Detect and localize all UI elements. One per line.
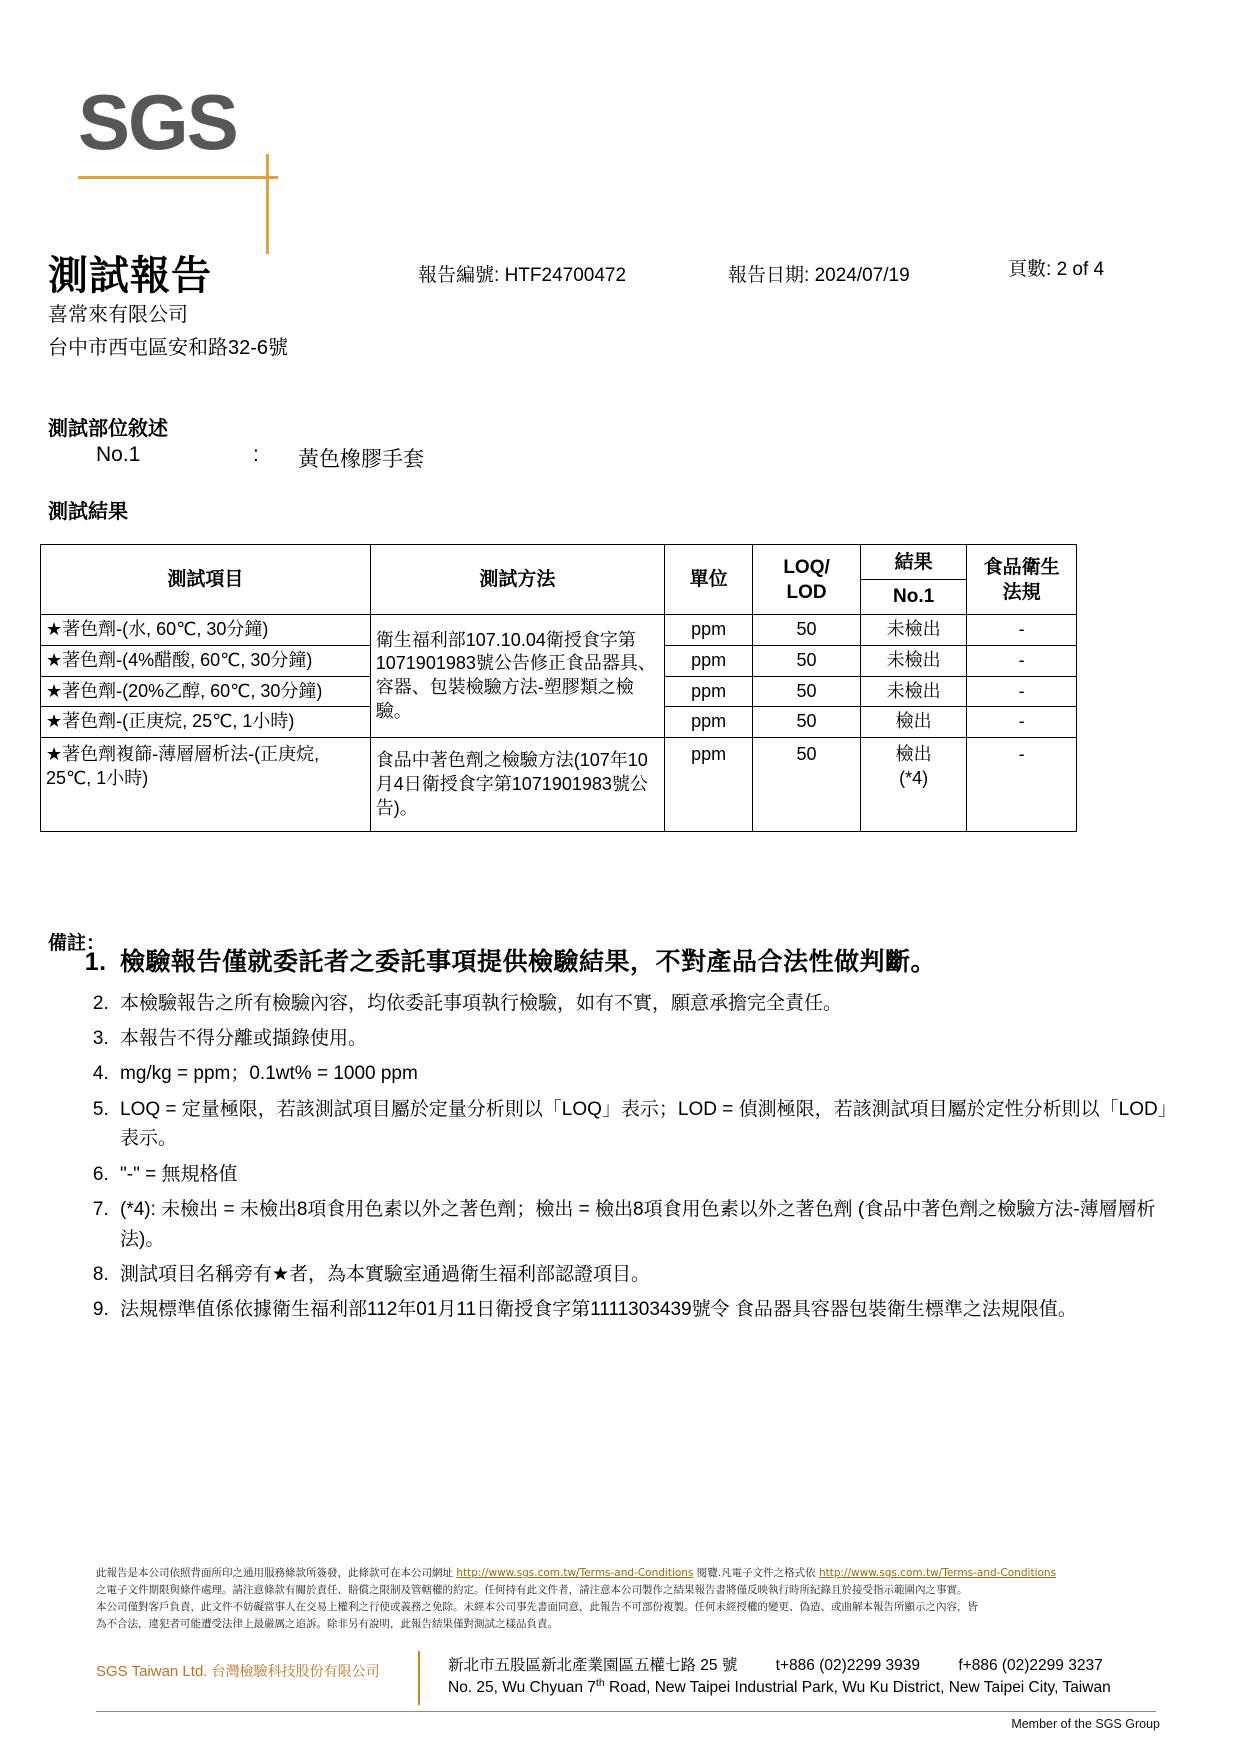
footer-company-cn: 台灣檢驗科技股份有限公司	[211, 1663, 380, 1679]
col-header-food-regulation-line2: 法規	[1002, 581, 1041, 603]
cell-test-item: ★著色劑-(正庚烷, 25℃, 1小時)	[41, 707, 371, 738]
cell-test-item: ★著色劑複篩-薄層層析法-(正庚烷, 25℃, 1小時)	[41, 738, 371, 832]
cell-result: 未檢出	[860, 645, 967, 676]
cell-unit: ppm	[665, 645, 753, 676]
table-row	[41, 615, 1077, 646]
logo-vertical-bar-icon	[266, 154, 269, 254]
cell-result: 未檢出	[860, 676, 967, 707]
page-count-value: 2 of 4	[1056, 259, 1105, 280]
report-header	[48, 248, 1198, 299]
cell-result-value: 檢出	[895, 744, 932, 765]
cell-unit: ppm	[665, 676, 753, 707]
footer-fax: f+886 (02)2299 3237	[958, 1657, 1103, 1674]
footer-telephone: t+886 (02)2299 3939	[775, 1657, 921, 1674]
cell-result	[860, 738, 967, 832]
cell-unit: ppm	[665, 615, 753, 646]
cell-unit: ppm	[665, 738, 753, 832]
report-date-value: 2024/07/19	[814, 265, 910, 286]
cell-loq: 50	[753, 676, 861, 707]
page-count	[1008, 254, 1104, 281]
footer-member-text: Member of the SGS Group	[1011, 1717, 1160, 1731]
results-table	[40, 544, 1077, 832]
terms-and-conditions-link-2[interactable]: http://www.sgs.com.tw/Terms-and-Conditions	[818, 1567, 1057, 1579]
page-title: 測試報告	[48, 253, 212, 299]
cell-result: 未檢出	[860, 615, 967, 646]
client-address: 台中市西屯區安和路32-6號	[48, 337, 289, 359]
footer-terms-line3: 本公司僅對客戶負責，此文件不妨礙當事人在交易上權利之行使或義務之免除。未經本公司事先書面同意，此報告不可部份複製。任何未經授權的變更、偽造、或曲解本報告所顯示之內容，皆	[96, 1601, 978, 1613]
footer-terms-line4: 為不合法，違犯者可能遭受法律上最嚴厲之追訴。除非另有說明，此報告結果僅對測試之樣品負責。	[96, 1618, 558, 1630]
list-item: 5. LOQ = 定量極限，若該測試項目屬於定量分析則以「LOQ」表示；LOD = 偵測極限，若該測試項目屬於定性分析則以「LOD」表示。	[114, 1095, 1182, 1154]
list-item: 8. 測試項目名稱旁有★者，為本實驗室通過衛生福利部認證項目。	[114, 1260, 1182, 1289]
sample-section-title: 測試部位敘述	[48, 418, 168, 440]
cell-test-item: ★著色劑-(水, 60℃, 30分鐘)	[41, 615, 371, 646]
cell-test-item: ★著色劑-(4%醋酸, 60℃, 30分鐘)	[41, 645, 371, 676]
report-number-value: HTF24700472	[504, 265, 627, 286]
logo-horizontal-bar-icon	[78, 176, 278, 179]
col-header-result-sample: No.1	[893, 586, 935, 608]
cell-regulation: -	[967, 676, 1077, 707]
footer-address-en-row	[448, 1677, 1111, 1697]
list-item: 2. 本檢驗報告之所有檢驗內容，均依委託事項執行檢驗，如有不實，願意承擔完全責任。	[114, 989, 1182, 1018]
page-count-label: 頁數:	[1008, 259, 1052, 280]
list-item: 4. mg/kg = ppm；0.1wt% = 1000 ppm	[114, 1059, 1182, 1088]
cell-regulation: -	[967, 645, 1077, 676]
col-header-loq-lod	[753, 545, 861, 615]
cell-unit: ppm	[665, 707, 753, 738]
cell-test-method: 食品中著色劑之檢驗方法(107年10月4日衛授食字第1071901983號公告)。	[370, 738, 664, 832]
report-date	[728, 260, 910, 287]
notes-title: 備註：	[48, 933, 106, 954]
cell-result: 檢出	[860, 707, 967, 738]
table-header-row	[41, 545, 1077, 615]
cell-test-method: 衛生福利部107.10.04衛授食字第1071901983號公告修正食品器具、容器、包裝檢驗方法-塑膠類之檢驗。	[370, 615, 664, 738]
report-number-label: 報告編號:	[418, 265, 500, 286]
notes-list	[72, 946, 1182, 1331]
footer-address-en-pre: No. 25, Wu Chyuan 7	[448, 1679, 596, 1697]
report-date-label: 報告日期:	[728, 265, 810, 286]
sample-description: 黃色橡膠手套	[298, 448, 424, 471]
cell-loq: 50	[753, 645, 861, 676]
cell-regulation: -	[967, 615, 1077, 646]
report-number	[418, 260, 626, 287]
results-section-title: 測試結果	[48, 501, 128, 523]
col-header-loq: LOQ/	[783, 556, 830, 578]
col-header-unit: 單位	[665, 545, 753, 615]
cell-test-item: ★著色劑-(20%乙醇, 60℃, 30分鐘)	[41, 676, 371, 707]
col-header-food-regulation	[967, 545, 1077, 615]
footer-terms-line2: 之電子文件期限與條件處理。請注意條款有關於責任、賠償之限制及管轄權的約定。任何持有此文件者，請注意本公司製作之結果報告書將僅反映執行時所紀錄且於接受指示範圍內之事實。	[96, 1584, 968, 1596]
table-row	[41, 738, 1077, 832]
footer-terms-text	[96, 1565, 1156, 1633]
list-item: 6. "-" = 無規格值	[114, 1160, 1182, 1189]
sample-separator: :	[253, 443, 259, 466]
col-header-result-group	[860, 545, 967, 615]
footer-address-cn: 新北市五股區新北產業園區五權七路 25 號	[448, 1657, 738, 1674]
cell-loq: 50	[753, 707, 861, 738]
footer-address-en-post: Road, New Taipei Industrial Park, Wu Ku District, New Taipei City, Taiwan	[604, 1679, 1111, 1697]
footer-terms-line1-b: 閱覽.凡電子文件之格式依	[693, 1567, 819, 1579]
list-item: 1. 檢驗報告僅就委託者之委託事項提供檢驗結果，不對產品合法性做判斷。	[114, 946, 1182, 979]
list-item: 7. (*4): 未檢出 = 未檢出8項食用色素以外之著色劑；檢出 = 檢出8項食用色素以外之著色劑 (食品中著色劑之檢驗方法-薄層層析法)。	[114, 1195, 1182, 1254]
terms-and-conditions-link-1[interactable]: http://www.sgs.com.tw/Terms-and-Conditions	[456, 1567, 694, 1579]
list-item: 3. 本報告不得分離或擷錄使用。	[114, 1024, 1182, 1053]
col-header-result: 結果	[861, 545, 967, 580]
cell-regulation: -	[967, 707, 1077, 738]
sample-number: No.1	[96, 443, 141, 466]
col-header-food-regulation-line1: 食品衛生	[983, 556, 1060, 578]
col-header-method: 測試方法	[370, 545, 664, 615]
footer-company-en: SGS Taiwan Ltd.	[96, 1663, 208, 1680]
footer-terms-line1-a: 此報告是本公司依照背面所印之通用服務條款所簽發，此條款可在本公司網址	[96, 1567, 457, 1579]
col-header-item: 測試項目	[41, 545, 371, 615]
client-company-name: 喜常來有限公司	[48, 304, 188, 326]
cell-result-footnote: (*4)	[899, 767, 929, 788]
col-header-lod: LOD	[786, 581, 827, 603]
list-item: 9. 法規標準值係依據衛生福利部112年01月11日衛授食字第1111303439號令 食品器具容器包裝衛生標準之法規限值。	[114, 1295, 1182, 1324]
cell-regulation: -	[967, 738, 1077, 832]
footer-company	[96, 1661, 380, 1681]
footer-address-en-ordinal: th	[595, 1677, 605, 1689]
footer-address-cn-row	[448, 1653, 1103, 1675]
cell-loq: 50	[753, 738, 861, 832]
sgs-logo-text: SGS	[78, 78, 237, 166]
cell-loq: 50	[753, 615, 861, 646]
footer-divider	[418, 1651, 420, 1705]
footer-horizontal-rule	[96, 1711, 1156, 1712]
